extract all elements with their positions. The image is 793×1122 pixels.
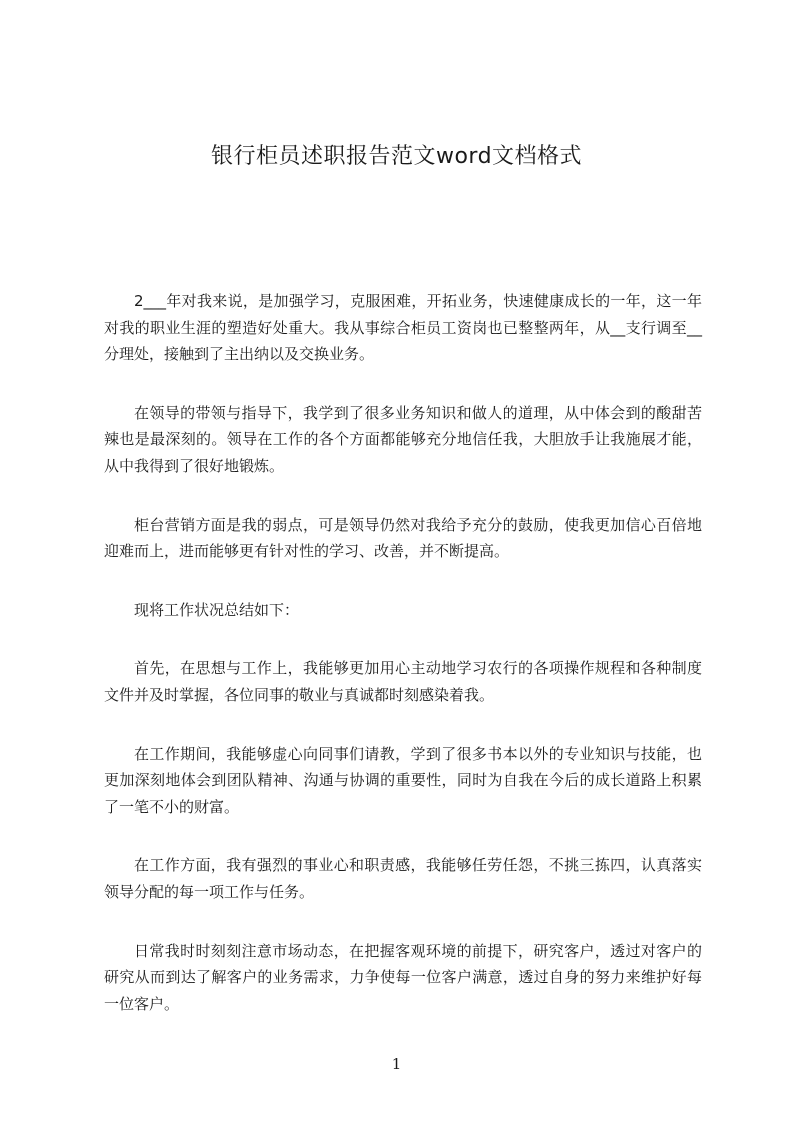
document-title: 银行柜员述职报告范文word文档格式 <box>210 144 583 169</box>
paragraph: 首先，在思想与工作上，我能够更加用心主动地学习农行的各项操作规程和各种制度文件并及时掌握，各位同事的敬业与真诚都时刻感染着我。 <box>104 659 702 704</box>
paragraph: 现将工作状况总结如下： <box>134 600 300 619</box>
paragraph: 在工作方面，我有强烈的事业心和职责感，我能够任劳任怨，不挑三拣四，认真落实领导分配的每一项工作与任务。 <box>104 856 702 901</box>
paragraph: 日常我时时刻刻注意市场动态，在把握客观环境的前提下，研究客户，透过对客户的研究从而到达了解客户的业务需求，力争使每一位客户满意，透过自身的努力来维护好每一位客户。 <box>104 941 702 1013</box>
paragraph: 在领导的带领与指导下，我学到了很多业务知识和做人的道理，从中体会到的酸甜苦辣也是最深刻的。领导在工作的各个方面都能够充分地信任我，大胆放手让我施展才能，从中我得到了很好地锻炼。 <box>104 403 702 475</box>
page-number: 1 <box>391 1055 402 1073</box>
paragraph: 2___年对我来说，是加强学习，克服困难，开拓业务，快速健康成长的一年，这一年对我的职业生涯的塑造好处重大。我从事综合柜员工资岗也已整整两年，从__支行调至__分理处，接触到了主出纳以及交换业务。 <box>104 292 702 364</box>
paragraph: 在工作期间，我能够虚心向同事们请教，学到了很多书本以外的专业知识与技能，也更加深刻地体会到团队精神、沟通与协调的重要性，同时为自我在今后的成长道路上积累了一笔不小的财富。 <box>104 744 702 816</box>
paragraph: 柜台营销方面是我的弱点，可是领导仍然对我给予充分的鼓励，使我更加信心百倍地迎难而上，进而能够更有针对性的学习、改善，并不断提高。 <box>104 515 702 561</box>
document-body <box>104 288 702 1049</box>
